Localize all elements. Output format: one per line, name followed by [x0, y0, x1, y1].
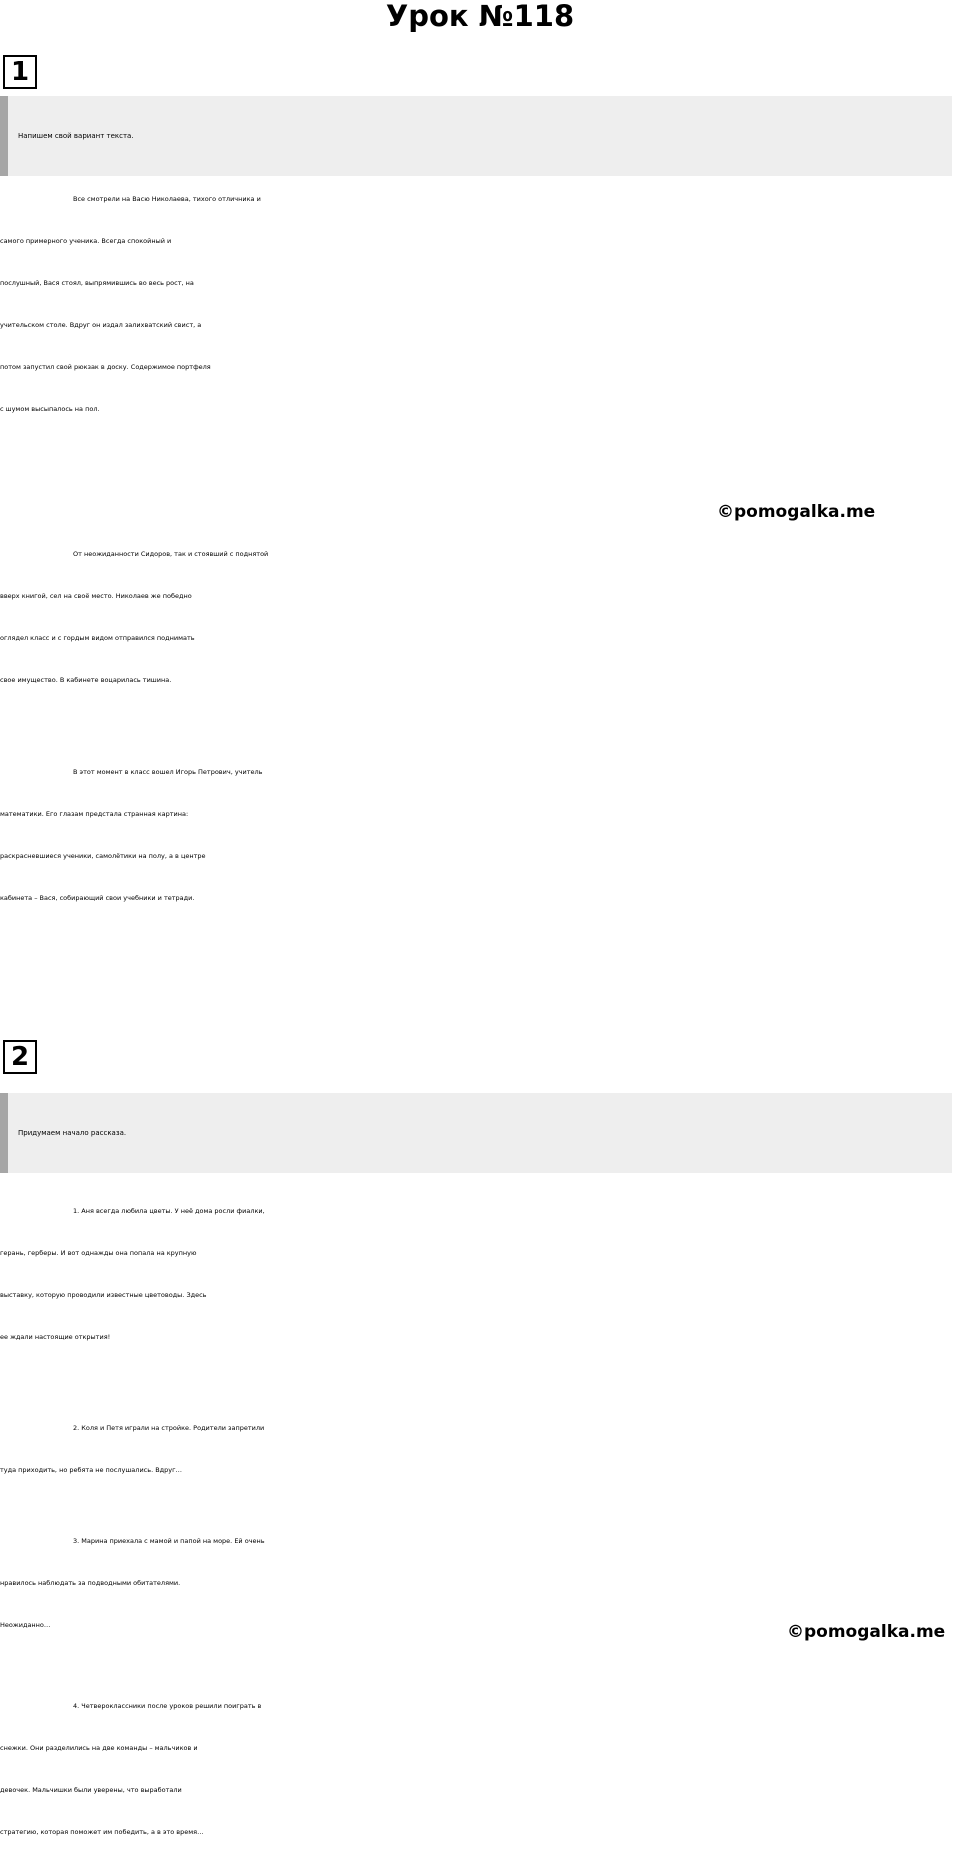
text-line: Все смотрели на Васю Николаева, тихого отличника и	[73, 195, 261, 203]
task-1-number-box: 1	[3, 55, 37, 89]
text-line: девочек. Мальчишки были уверены, что выработали	[0, 1786, 182, 1794]
text-line: математики. Его глазам предстала странная картина:	[0, 810, 189, 818]
task-2-paragraph-2	[0, 1407, 960, 1491]
text-line: ее ждали настоящие открытия!	[0, 1333, 111, 1341]
task-1-paragraph-1	[0, 178, 960, 430]
text-line: стратегию, которая поможет им победить, а в это время…	[0, 1828, 204, 1836]
text-line: раскрасневшиеся ученики, самолётики на полу, а в центре	[0, 852, 206, 860]
task-1-paragraph-2	[0, 533, 960, 701]
text-line: 2. Коля и Петя играли на стройке. Родители запретили	[73, 1424, 265, 1432]
task-1-paragraph-3	[0, 751, 960, 919]
task-2-paragraph-1	[0, 1190, 960, 1358]
text-line: потом запустил свой рюкзак в доску. Содержимое портфеля	[0, 363, 211, 371]
text-line: послушный, Вася стоял, выпрямившись во весь рост, на	[0, 279, 194, 287]
text-line: герань, герберы. И вот однажды она попала на крупную	[0, 1249, 197, 1257]
watermark: ©pomogalka.me	[787, 1622, 946, 1642]
text-line: свое имущество. В кабинете воцарилась тишина.	[0, 676, 172, 684]
text-line: туда приходить, но ребята не послушались. Вдруг…	[0, 1466, 183, 1474]
task-2-header: Придумаем начало рассказа.	[0, 1093, 952, 1173]
text-line: снежки. Они разделились на две команды – мальчиков и	[0, 1744, 198, 1752]
text-line: От неожиданности Сидоров, так и стоявший с поднятой	[73, 550, 269, 558]
text-line: выставку, которую проводили известные цветоводы. Здесь	[0, 1291, 207, 1299]
task-1-header: Напишем свой вариант текста.	[0, 96, 952, 176]
text-line: кабинета – Вася, собирающий свои учебники и тетради.	[0, 894, 195, 902]
watermark: ©pomogalka.me	[717, 502, 876, 522]
text-line: В этот момент в класс вошел Игорь Петрович, учитель	[73, 768, 263, 776]
text-line: 1. Аня всегда любила цветы. У неё дома росли фиалки,	[73, 1207, 265, 1215]
text-line: учительском столе. Вдруг он издал залихватский свист, а	[0, 321, 202, 329]
text-line: самого примерного ученика. Всегда спокойный и	[0, 237, 172, 245]
text-line: 4. Четвероклассники после уроков решили поиграть в	[73, 1702, 262, 1710]
text-line: Неожиданно…	[0, 1621, 51, 1629]
text-line: вверх книгой, сел на своё место. Николаев же победно	[0, 592, 192, 600]
text-line: нравилось наблюдать за подводными обитателями.	[0, 1579, 181, 1587]
page-title: Урок №118	[385, 0, 575, 33]
text-line: с шумом высыпалось на пол.	[0, 405, 100, 413]
text-line: оглядел класс и с гордым видом отправился поднимать	[0, 634, 195, 642]
text-line: 3. Марина приехала с мамой и папой на море. Ей очень	[73, 1537, 265, 1545]
task-2-number-box: 2	[3, 1040, 37, 1074]
task-2-paragraph-4	[0, 1685, 960, 1853]
